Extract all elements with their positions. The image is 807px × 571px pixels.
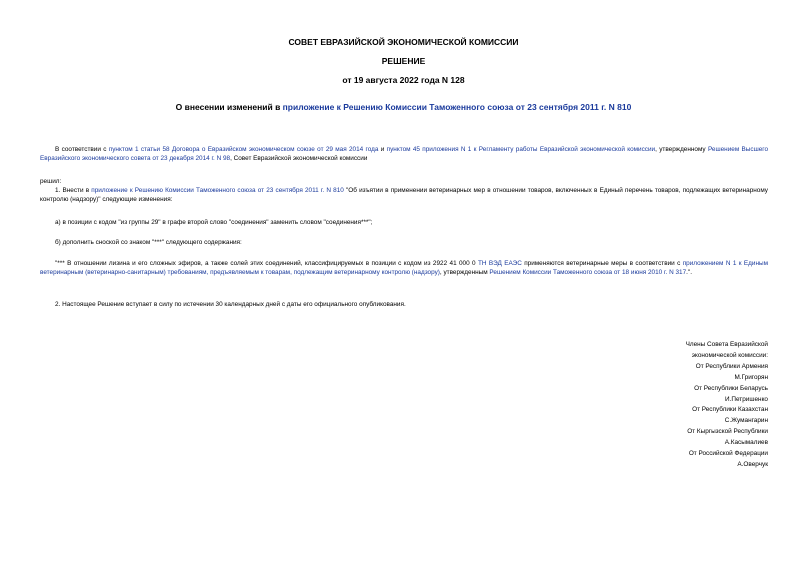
preamble-text-4: , Совет Евразийской экономической комиссии bbox=[230, 155, 368, 163]
document-type-heading: РЕШЕНИЕ bbox=[381, 56, 426, 66]
tn-ved-link[interactable]: ТН ВЭД ЕАЭС bbox=[477, 260, 522, 267]
footnote-text-3: , утвержденным bbox=[439, 269, 490, 277]
signature-line: От Республики Беларусь bbox=[694, 384, 768, 392]
preamble-text-2: и bbox=[378, 146, 387, 153]
document-title-prefix: О внесении изменений в bbox=[175, 102, 283, 112]
council-heading: СОВЕТ ЕВРАЗИЙСКОЙ ЭКОНОМИЧЕСКОЙ КОМИССИИ bbox=[288, 37, 519, 47]
item-2-paragraph: 2. Настоящее Решение вступает в силу по истечении 30 календарных дней с даты его официального опубликования. bbox=[55, 301, 406, 308]
footnote-text-2: применяются ветеринарные меры в соответствии с bbox=[521, 260, 683, 267]
signature-line: А.Касымалиев bbox=[724, 439, 768, 447]
signature-line: С.Жумангарин bbox=[724, 417, 768, 425]
signature-line: М.Григорян bbox=[734, 373, 768, 381]
item-1-paragraph bbox=[40, 186, 768, 204]
veterinary-requirements-link[interactable]: приложением N 1 к Единым ветеринарным (ветеринарно-санитарным) требованиям, предъявляемым к товарам, подлежащим ветеринарному контролю (надзору) bbox=[40, 260, 768, 277]
signature-line: Члены Совета Евразийской bbox=[685, 341, 768, 348]
footnote-paragraph bbox=[40, 259, 768, 277]
signature-line: От Российской Федерации bbox=[688, 450, 768, 458]
preamble-text-1: В соответствии с bbox=[55, 146, 109, 153]
signature-line: И.Петришенко bbox=[725, 395, 768, 403]
item-a-paragraph: а) в позиции с кодом "из группы 29" в графе второй слово "соединения" заменить словом "соединения***"; bbox=[55, 219, 373, 226]
document-title-link[interactable]: приложение к Решению Комиссии Таможенного союза от 23 сентября 2011 г. N 810 bbox=[282, 102, 632, 112]
signature-line: От Республики Казахстан bbox=[692, 406, 768, 414]
date-number-heading: от 19 августа 2022 года N 128 bbox=[342, 75, 465, 85]
preamble-text-3: , утвержденному bbox=[655, 146, 708, 153]
item-1-text-1: 1. Внести в bbox=[55, 187, 92, 194]
supreme-council-decision-link[interactable]: Решением Высшего Евразийского экономического совета от 23 декабря 2014 г. N 98 bbox=[40, 146, 769, 163]
signature-line: От Республики Армения bbox=[695, 362, 768, 370]
signature-line: От Кыргызской Республики bbox=[687, 428, 768, 436]
resolved-label: решил: bbox=[40, 178, 62, 185]
footnote-text-4: .". bbox=[686, 269, 692, 277]
item-b-paragraph: б) дополнить сноской со знаком "***" следующего содержания: bbox=[55, 239, 242, 246]
footnote-text-1: "*** В отношении лизина и его сложных эфиров, а также солей этих соединений, классифицируемых в позиции с кодом из 2922 41 000 0 bbox=[55, 260, 478, 267]
regulation-link[interactable]: пунктом 45 приложения N 1 к Регламенту работы Евразийской экономической комиссии bbox=[386, 146, 656, 153]
document-title bbox=[0, 102, 807, 113]
treaty-article-link[interactable]: пунктом 1 статьи 58 Договора о Евразийском экономическом союзе от 29 мая 2014 года bbox=[108, 146, 379, 153]
preamble-paragraph bbox=[40, 145, 768, 163]
customs-union-decision-link[interactable]: Решением Комиссии Таможенного союза от 18 июня 2010 г. N 317 bbox=[489, 269, 687, 277]
item-1-text-2: "Об изъятии в применении ветеринарных мер в отношении товаров, включенных в Единый перечень товаров, подлежащих ветеринарному контролю (надзору)" следующие изменения: bbox=[40, 187, 768, 204]
signature-block bbox=[600, 340, 768, 471]
item-1-appendix-link[interactable]: приложение к Решению Комиссии Таможенного союза от 23 сентября 2011 г. N 810 bbox=[91, 187, 344, 194]
signature-line: экономической комиссии: bbox=[691, 351, 768, 359]
signature-line: А.Оверчук bbox=[737, 460, 768, 468]
